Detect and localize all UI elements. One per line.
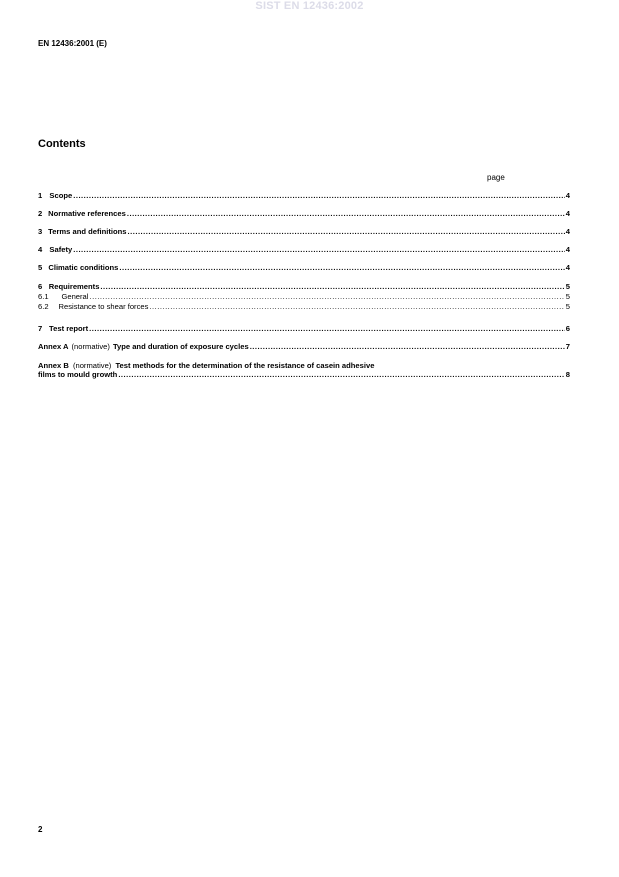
dot-leader [118, 370, 564, 379]
dot-leader [149, 302, 564, 311]
toc-entry-scope[interactable] [38, 191, 570, 200]
toc-title: Test report [49, 324, 89, 333]
dot-leader [73, 191, 565, 200]
toc-number: 3 [38, 227, 43, 236]
toc-page: 4 [565, 263, 570, 272]
toc-entry-safety[interactable] [38, 245, 570, 254]
toc-page: 4 [565, 227, 570, 236]
toc-page: 8 [565, 370, 570, 379]
toc-entry-test-report[interactable] [38, 324, 570, 333]
toc-page: 5 [565, 282, 570, 291]
toc-title: Requirements [48, 282, 100, 291]
toc-number: 4 [38, 245, 43, 254]
toc-title: Scope [49, 191, 73, 200]
annex-title-line1: Test methods for the determination of the resistance of casein adhesive [115, 361, 375, 370]
toc-number: 7 [38, 324, 43, 333]
dot-leader [89, 292, 564, 301]
dot-leader [100, 282, 564, 291]
dot-leader [127, 209, 565, 218]
toc-page: 5 [565, 302, 570, 311]
watermark: SIST EN 12436:2002 [255, 0, 364, 12]
dot-leader [89, 324, 565, 333]
toc-entry-requirements[interactable] [38, 282, 570, 291]
toc-number: 1 [38, 191, 43, 200]
toc-page: 4 [565, 191, 570, 200]
toc-title: Safety [49, 245, 73, 254]
toc-entry-normative-references[interactable] [38, 209, 570, 218]
annex-type: (normative) [71, 342, 110, 351]
annex-type: (normative) [72, 361, 112, 370]
toc-page: 4 [565, 245, 570, 254]
toc-number: 6.2 [38, 302, 49, 311]
toc-entry-climatic-conditions[interactable] [38, 263, 570, 272]
annex-title-line2: films to mould growth [38, 370, 118, 379]
annex-label: Annex B [38, 361, 69, 370]
toc-entry-annex-a[interactable] [38, 342, 570, 351]
toc-number: 2 [38, 209, 43, 218]
page-column-label: page [487, 173, 505, 182]
toc-title: Climatic conditions [48, 263, 119, 272]
toc-page: 4 [565, 209, 570, 218]
page-number: 2 [38, 825, 43, 834]
toc-number: 6.1 [38, 292, 49, 301]
dot-leader [128, 227, 565, 236]
toc-entry-annex-b-line1[interactable] [38, 361, 570, 370]
toc-entry-general[interactable] [38, 292, 570, 301]
toc-page: 7 [565, 342, 570, 351]
toc-page: 6 [565, 324, 570, 333]
annex-label: Annex A [38, 342, 69, 351]
toc-title: Resistance to shear forces [58, 302, 149, 311]
dot-leader [119, 263, 564, 272]
toc-number: 6 [38, 282, 43, 291]
toc-number: 5 [38, 263, 43, 272]
toc-entry-resistance-to-shear-forces[interactable] [38, 302, 570, 311]
toc-title: Terms and definitions [48, 227, 127, 236]
document-id: EN 12436:2001 (E) [38, 39, 107, 48]
toc-title: Normative references [48, 209, 126, 218]
toc-entry-annex-b-line2[interactable] [38, 370, 570, 379]
toc-entry-terms-and-definitions[interactable] [38, 227, 570, 236]
annex-title: Type and duration of exposure cycles [112, 342, 249, 351]
toc-title: General [61, 292, 89, 301]
contents-heading: Contents [38, 138, 86, 150]
dot-leader [73, 245, 565, 254]
toc-page: 5 [565, 292, 570, 301]
dot-leader [250, 342, 565, 351]
